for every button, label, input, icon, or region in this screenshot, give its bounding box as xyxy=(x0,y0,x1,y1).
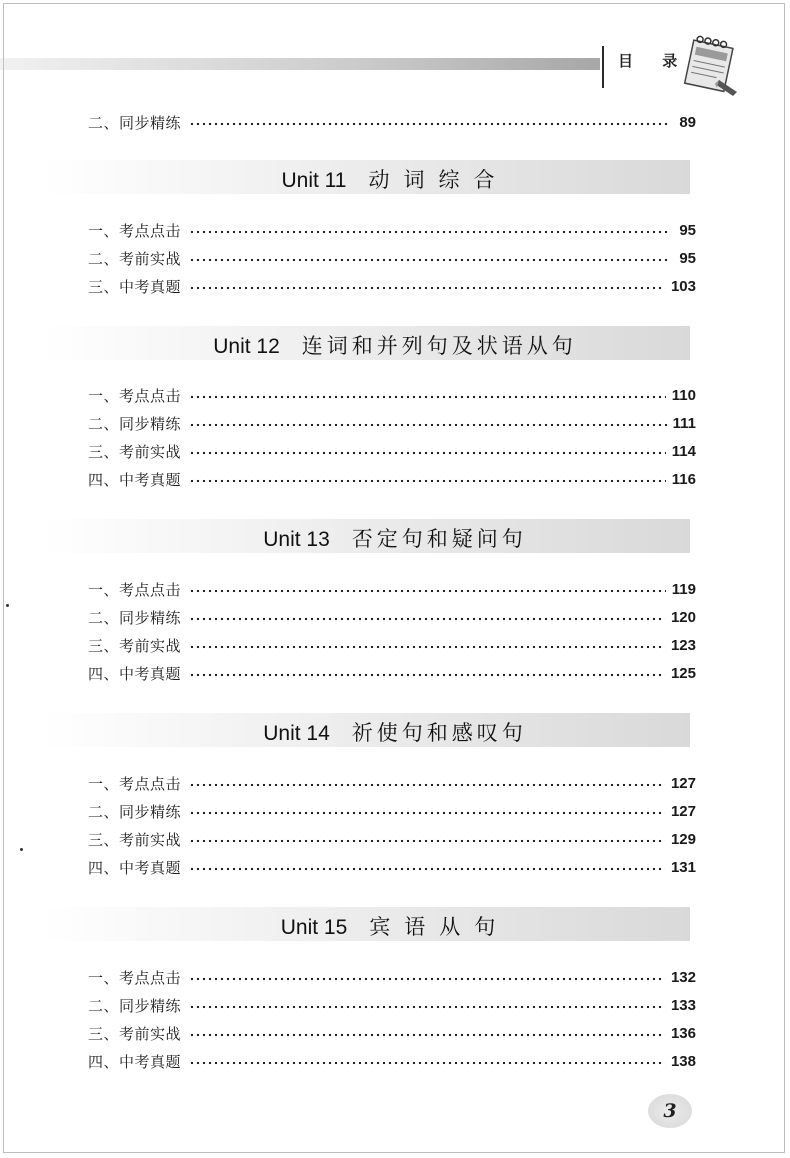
unit-number: Unit 14 xyxy=(263,722,330,745)
toc-entry-label: 二、考前实战 xyxy=(88,249,182,268)
toc-entry[interactable] xyxy=(88,111,696,133)
leader-dots xyxy=(189,1005,665,1009)
toc-entry-label: 三、考前实战 xyxy=(88,636,182,655)
leader-dots xyxy=(189,617,665,621)
unit-title: 否定句和疑问句 xyxy=(351,527,527,551)
toc-entry[interactable] xyxy=(88,994,696,1016)
toc-entry[interactable] xyxy=(88,384,696,406)
unit-heading[interactable] xyxy=(0,717,790,747)
toc-page-number: 95 xyxy=(679,221,696,239)
toc-entry[interactable] xyxy=(88,440,696,462)
page-number: 3 xyxy=(663,1100,677,1122)
toc-page-number: 138 xyxy=(670,1052,696,1070)
header-divider xyxy=(602,46,604,88)
unit-title: 动词综合 xyxy=(368,168,509,192)
toc-page-number: 110 xyxy=(671,386,696,404)
toc-page-number: 89 xyxy=(679,113,696,131)
toc-entry-label: 一、考点点击 xyxy=(88,221,182,240)
toc-entry[interactable] xyxy=(88,1022,696,1044)
notebook-icon xyxy=(675,30,745,100)
toc-entry[interactable] xyxy=(88,856,696,878)
leader-dots xyxy=(189,258,668,262)
toc-page-number: 119 xyxy=(671,580,696,598)
unit-heading[interactable] xyxy=(0,911,790,941)
toc-entry-label: 一、考点点击 xyxy=(88,386,182,405)
toc-entry-label: 四、中考真题 xyxy=(88,664,182,683)
leader-dots xyxy=(189,395,666,399)
leader-dots xyxy=(189,811,665,815)
toc-entry-label: 二、同步精练 xyxy=(88,414,182,433)
unit-title: 宾语从句 xyxy=(369,915,510,939)
toc-entry[interactable] xyxy=(88,219,696,241)
toc-page-number: 132 xyxy=(670,968,696,986)
toc-page-number: 120 xyxy=(670,608,696,626)
toc-entry-label: 一、考点点击 xyxy=(88,968,182,987)
toc-page-number: 125 xyxy=(670,664,696,682)
toc-entry[interactable] xyxy=(88,772,696,794)
unit-heading[interactable] xyxy=(0,523,790,553)
toc-page-number: 123 xyxy=(670,636,696,654)
toc-entry-label: 三、考前实战 xyxy=(88,442,182,461)
header-band xyxy=(0,58,600,70)
unit-heading[interactable] xyxy=(0,164,790,194)
toc-entry[interactable] xyxy=(88,247,696,269)
print-speck xyxy=(20,848,23,851)
toc-page-number: 111 xyxy=(672,414,696,432)
toc-page-number: 127 xyxy=(670,774,696,792)
leader-dots xyxy=(189,839,665,843)
toc-entry[interactable] xyxy=(88,412,696,434)
toc-page-number: 127 xyxy=(670,802,696,820)
unit-number: Unit 12 xyxy=(213,335,280,358)
leader-dots xyxy=(189,645,665,649)
toc-page-number: 131 xyxy=(670,858,696,876)
toc-page-number: 114 xyxy=(671,442,696,460)
unit-title: 祈使句和感叹句 xyxy=(351,721,527,745)
toc-page-number: 116 xyxy=(671,470,696,488)
leader-dots xyxy=(189,977,665,981)
unit-number: Unit 11 xyxy=(281,169,347,192)
toc-entry-label: 二、同步精练 xyxy=(88,996,182,1015)
leader-dots xyxy=(189,1061,665,1065)
toc-entry[interactable] xyxy=(88,468,696,490)
toc-page-number: 136 xyxy=(670,1024,696,1042)
toc-entry-label: 二、同步精练 xyxy=(88,113,182,132)
page-number-badge xyxy=(648,1094,692,1128)
leader-dots xyxy=(189,423,667,427)
toc-entry-label: 三、考前实战 xyxy=(88,1024,182,1043)
toc-entry[interactable] xyxy=(88,828,696,850)
toc-entry[interactable] xyxy=(88,578,696,600)
unit-title: 连词和并列句及状语从句 xyxy=(301,334,577,358)
unit-number: Unit 13 xyxy=(263,528,330,551)
print-speck xyxy=(6,604,9,607)
leader-dots xyxy=(189,867,665,871)
toc-entry[interactable] xyxy=(88,1050,696,1072)
toc-entry[interactable] xyxy=(88,966,696,988)
toc-entry-label: 四、中考真题 xyxy=(88,1052,182,1071)
toc-entry[interactable] xyxy=(88,800,696,822)
leader-dots xyxy=(189,673,665,677)
leader-dots xyxy=(189,479,666,483)
leader-dots xyxy=(189,1033,665,1037)
toc-entry-label: 二、同步精练 xyxy=(88,802,182,821)
toc-entry-label: 一、考点点击 xyxy=(88,580,182,599)
leader-dots xyxy=(189,230,668,234)
toc-entry-label: 三、考前实战 xyxy=(88,830,182,849)
page-title: 目 录 xyxy=(618,52,690,70)
toc-entry-label: 一、考点点击 xyxy=(88,774,182,793)
toc-entry[interactable] xyxy=(88,634,696,656)
leader-dots xyxy=(189,589,666,593)
toc-entry-label: 四、中考真题 xyxy=(88,470,182,489)
toc-entry-label: 三、中考真题 xyxy=(88,277,182,296)
leader-dots xyxy=(189,783,665,787)
toc-entry[interactable] xyxy=(88,606,696,628)
toc-entry-label: 二、同步精练 xyxy=(88,608,182,627)
toc-page-number: 129 xyxy=(670,830,696,848)
toc-page-number: 95 xyxy=(679,249,696,267)
toc-entry[interactable] xyxy=(88,275,696,297)
toc-entry-label: 四、中考真题 xyxy=(88,858,182,877)
leader-dots xyxy=(189,451,666,455)
leader-dots xyxy=(189,122,668,126)
toc-page-number: 103 xyxy=(670,277,696,295)
toc-page-number: 133 xyxy=(670,996,696,1014)
unit-number: Unit 15 xyxy=(280,916,348,939)
leader-dots xyxy=(189,286,665,290)
unit-heading[interactable] xyxy=(0,330,790,360)
toc-entry[interactable] xyxy=(88,662,696,684)
